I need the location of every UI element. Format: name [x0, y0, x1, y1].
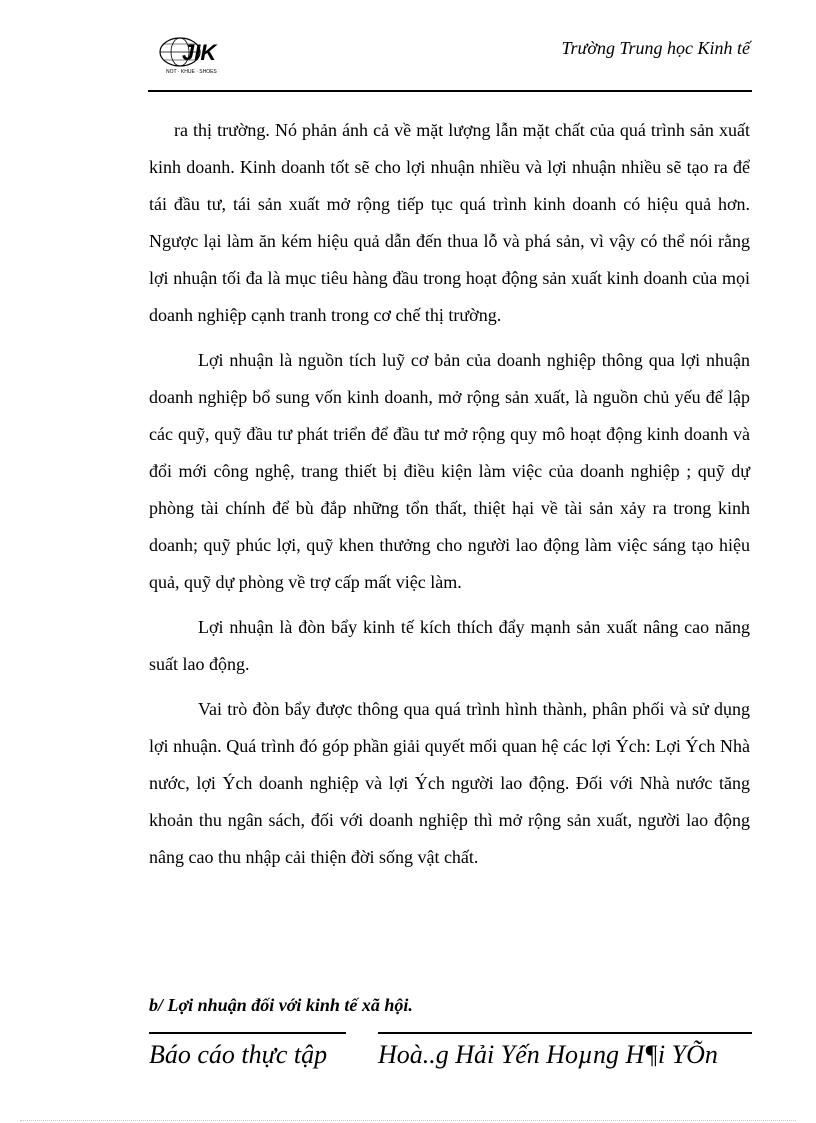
footer-divider-right — [378, 1032, 752, 1034]
paragraph: Vai trò đòn bẩy được thông qua quá trình hình thành, phân phối và sử dụng lợi nhuận. Quá trình đó góp phần giải quyết mối quan hệ các lợi Ých: Lợi Ých Nhà nước, lợi Ých doanh nghiệp và lợi Ých người lao động. Đối với Nhà nước tăng khoản thu ngân sách, đối với doanh nghiệp thì mở rộng sản xuất, người lao động nâng cao thu nhập cải thiện đời sống vật chất. — [149, 699, 750, 867]
footer-divider-left — [149, 1032, 346, 1034]
header-divider — [148, 90, 752, 92]
footer-report-label: Báo cáo thực tập — [149, 1040, 328, 1069]
page-bottom-border — [20, 1120, 796, 1121]
paragraph: ra thị trường. Nó phản ánh cả về mặt lượng lẫn mặt chất của quá trình sản xuất kinh doanh. Kinh doanh tốt sẽ cho lợi nhuận nhiều và lợi nhuận nhiều sẽ tạo ra để tái đầu tư, tái sản xuất mở rộng tiếp tục quá trình kinh doanh có hiệu quả hơn. Ngược lại làm ăn kém hiệu quả dẫn đến thua lỗ và phá sản, vì vậy có thể nói rằng lợi nhuận tối đa là mục tiêu hàng đầu trong hoạt động sản xuất kinh doanh của mọi doanh nghiệp cạnh tranh trong cơ chế thị trường. — [149, 120, 750, 325]
footer-author-name: Hoà..g Hải Yến Hoµng H¶i YÕn — [378, 1040, 718, 1069]
page-header — [148, 28, 752, 92]
document-body — [149, 112, 750, 884]
school-name: Trường Trung học Kinh tế — [561, 38, 750, 58]
paragraph: Lợi nhuận là nguồn tích luỹ cơ bản của doanh nghiệp thông qua lợi nhuận doanh nghiệp bổ sung vốn kinh doanh, mở rộng sản xuất, là nguồn chủ yếu để lập các quỹ, quỹ đầu tư phát triển để đầu tư mở rộng quy mô hoạt động kinh doanh và đổi mới công nghệ, trang thiết bị điều kiện làm việc của doanh nghiệp ; quỹ dự phòng tài chính để bù đắp những tổn thất, thiệt hại về tài sản xảy ra trong kinh doanh; quỹ phúc lợi, quỹ khen thưởng cho người lao động làm việc sáng tạo hiệu quả, quỹ dự phòng về trợ cấp mất việc làm. — [149, 350, 750, 592]
logo-text: JIK — [182, 40, 217, 65]
logo-subtext: NOT · KHUE · SHOES — [166, 69, 217, 75]
paragraph: Lợi nhuận là đòn bẩy kinh tế kích thích đẩy mạnh sản xuất nâng cao năng suất lao động. — [149, 617, 750, 674]
section-heading: b/ Lợi nhuận đối với kinh tế xã hội. — [149, 995, 413, 1015]
company-logo — [152, 32, 232, 76]
